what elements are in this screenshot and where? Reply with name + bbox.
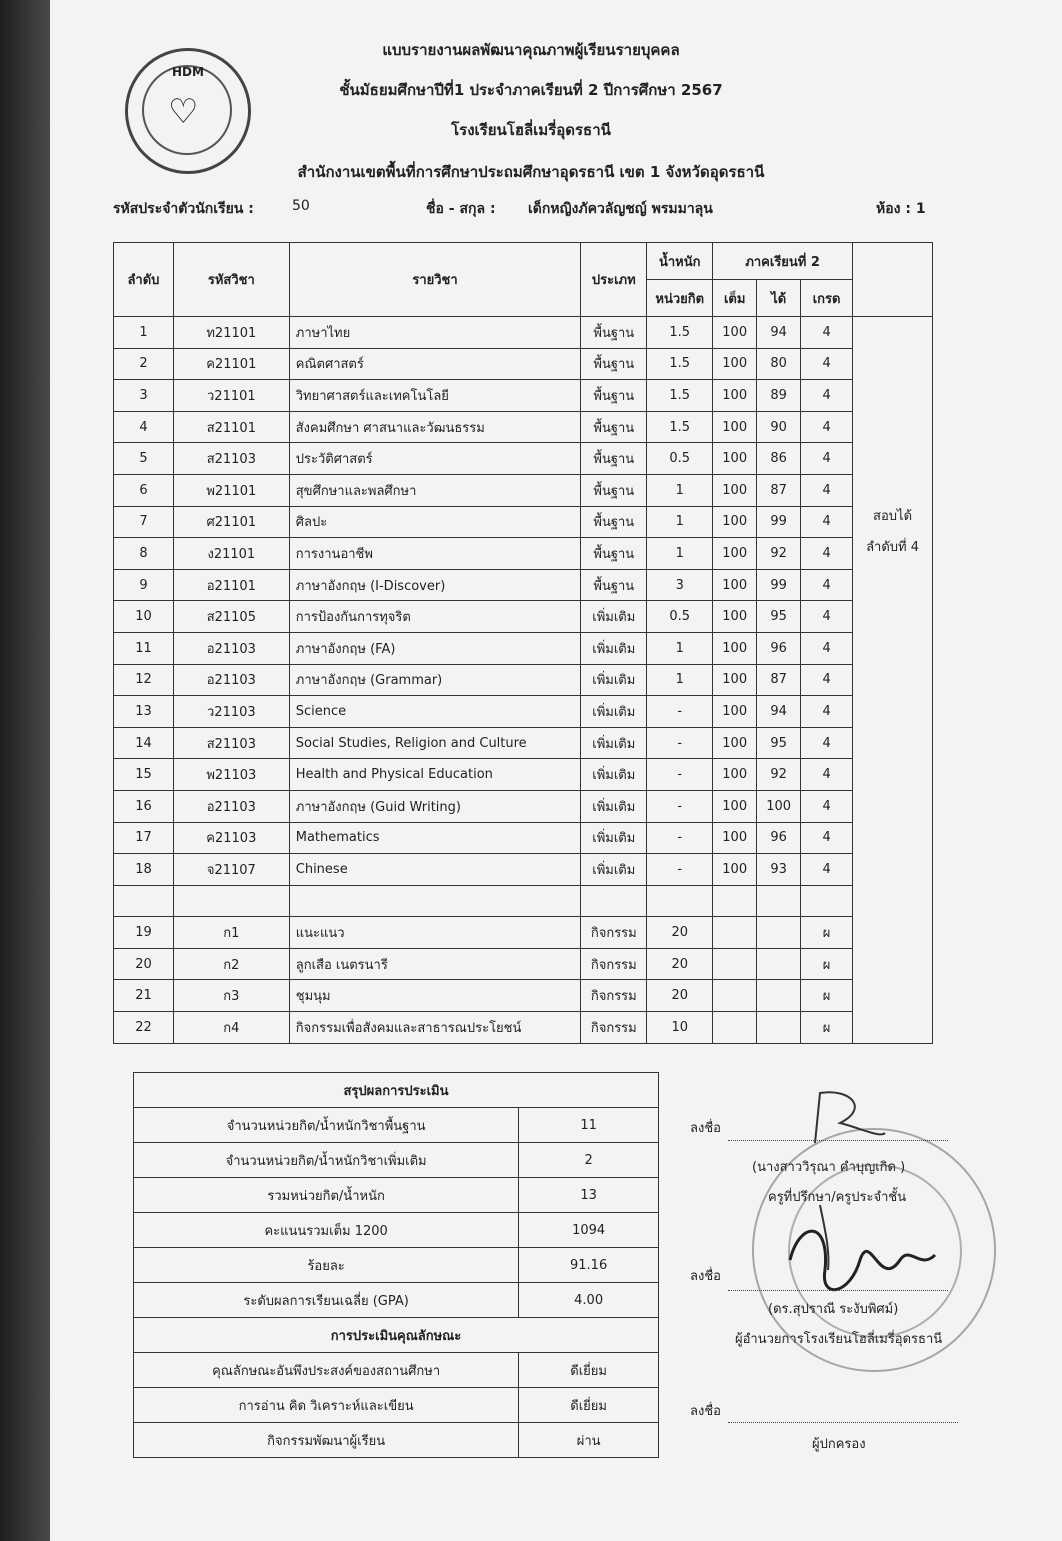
- parent-sign-line: [728, 1422, 958, 1423]
- grade-value: 4: [801, 854, 853, 886]
- table-row: [114, 885, 933, 917]
- table-row: [114, 948, 933, 980]
- char-label: การอ่าน คิด วิเคราะห์และเขียน: [134, 1388, 519, 1423]
- credit-value: 3: [647, 569, 713, 601]
- score-got: 94: [757, 317, 801, 349]
- summary-value: 91.16: [519, 1248, 659, 1283]
- score-got: 87: [757, 474, 801, 506]
- grade-value: [801, 885, 853, 917]
- table-row: [114, 696, 933, 728]
- teacher-role: ครูที่ปรึกษา/ครูประจำชั้น: [768, 1190, 907, 1205]
- full-score: 100: [713, 696, 757, 728]
- subject-name: แนะแนว: [289, 917, 581, 949]
- row-no: 16: [114, 790, 174, 822]
- subject-code: ง21101: [173, 538, 289, 570]
- row-no: [114, 885, 174, 917]
- score-got: 86: [757, 443, 801, 475]
- parent-sign-label: ลงชื่อ: [690, 1404, 721, 1419]
- row-no: 12: [114, 664, 174, 696]
- subject-type: เพิ่มเติม: [581, 790, 647, 822]
- subject-code: ว21101: [173, 380, 289, 412]
- summary-label: รวมหน่วยกิต/น้ำหนัก: [134, 1178, 519, 1213]
- grade-value: 4: [801, 696, 853, 728]
- summary-value: 13: [519, 1178, 659, 1213]
- subject-type: พื้นฐาน: [581, 411, 647, 443]
- subject-type: เพิ่มเติม: [581, 601, 647, 633]
- subject-name: สังคมศึกษา ศาสนาและวัฒนธรรม: [289, 411, 581, 443]
- subject-name: ภาษาอังกฤษ (Guid Writing): [289, 790, 581, 822]
- subject-name: ศิลปะ: [289, 506, 581, 538]
- subject-code: ก3: [173, 980, 289, 1012]
- credit-value: 0.5: [647, 601, 713, 633]
- full-score: [713, 948, 757, 980]
- grade-value: 4: [801, 380, 853, 412]
- score-got: [757, 948, 801, 980]
- summary-value: 11: [519, 1108, 659, 1143]
- subject-type: พื้นฐาน: [581, 443, 647, 475]
- row-no: 21: [114, 980, 174, 1012]
- row-no: 11: [114, 632, 174, 664]
- table-row: [114, 348, 933, 380]
- row-no: 1: [114, 317, 174, 349]
- summary-label: คะแนนรวมเต็ม 1200: [134, 1213, 519, 1248]
- grade-value: 4: [801, 411, 853, 443]
- grade-value: ผ: [801, 948, 853, 980]
- grade-value: 4: [801, 569, 853, 601]
- subject-name: การงานอาชีพ: [289, 538, 581, 570]
- seal-monogram: HDM: [172, 65, 204, 79]
- credit-value: -: [647, 822, 713, 854]
- full-score: [713, 917, 757, 949]
- score-got: 96: [757, 822, 801, 854]
- teacher-sign-label: ลงชื่อ: [690, 1121, 721, 1136]
- director-role: ผู้อำนวยการโรงเรียนโฮลี่เมรี่อุดรธานี: [735, 1332, 943, 1347]
- grade-value: 4: [801, 474, 853, 506]
- row-no: 2: [114, 348, 174, 380]
- col-header-type: ประเภท: [581, 243, 647, 317]
- table-row: [114, 790, 933, 822]
- subject-type: พื้นฐาน: [581, 506, 647, 538]
- subject-name: Mathematics: [289, 822, 581, 854]
- full-score: 100: [713, 601, 757, 633]
- credit-value: -: [647, 696, 713, 728]
- table-row: [114, 917, 933, 949]
- credit-value: 1.5: [647, 411, 713, 443]
- grade-value: 4: [801, 601, 853, 633]
- full-score: 100: [713, 411, 757, 443]
- score-got: [757, 917, 801, 949]
- subject-name: ชุมนุม: [289, 980, 581, 1012]
- col-header-note: [853, 243, 933, 317]
- subject-code: ค21101: [173, 348, 289, 380]
- full-score: 100: [713, 569, 757, 601]
- teacher-signature: [800, 1088, 890, 1148]
- subject-code: พ21103: [173, 759, 289, 791]
- full-score: 100: [713, 790, 757, 822]
- teacher-sign-line: [728, 1140, 948, 1141]
- credit-value: 1: [647, 506, 713, 538]
- table-row: [114, 822, 933, 854]
- char-value: ดีเยี่ยม: [519, 1388, 659, 1423]
- credit-value: 1: [647, 632, 713, 664]
- room-label: ห้อง : 1: [876, 201, 926, 217]
- full-score: 100: [713, 317, 757, 349]
- col-header-semester: ภาคเรียนที่ 2: [713, 243, 853, 280]
- subject-code: ว21103: [173, 696, 289, 728]
- subject-type: พื้นฐาน: [581, 569, 647, 601]
- grade-value: 4: [801, 759, 853, 791]
- grade-value: 4: [801, 790, 853, 822]
- score-got: 92: [757, 538, 801, 570]
- grade-value: 4: [801, 348, 853, 380]
- director-sign-line: [728, 1290, 948, 1291]
- subject-code: อ21103: [173, 790, 289, 822]
- subject-name: ภาษาไทย: [289, 317, 581, 349]
- subject-type: [581, 885, 647, 917]
- credit-value: 1: [647, 664, 713, 696]
- grade-value: 4: [801, 664, 853, 696]
- subject-type: เพิ่มเติม: [581, 822, 647, 854]
- subject-name: Science: [289, 696, 581, 728]
- subject-code: ศ21101: [173, 506, 289, 538]
- table-row: [114, 474, 933, 506]
- score-got: 92: [757, 759, 801, 791]
- table-row: [114, 664, 933, 696]
- table-row: [114, 632, 933, 664]
- subject-code: ก1: [173, 917, 289, 949]
- director-signature: [780, 1200, 940, 1310]
- score-got: 93: [757, 854, 801, 886]
- col-header-weight: น้ำหนัก: [647, 243, 713, 280]
- student-name-label: ชื่อ - สกุล :: [426, 201, 496, 217]
- char-value: ดีเยี่ยม: [519, 1353, 659, 1388]
- heart-emblem-icon: ♡: [168, 92, 199, 132]
- subject-name: สุขศึกษาและพลศึกษา: [289, 474, 581, 506]
- credit-value: 20: [647, 980, 713, 1012]
- subject-name: ลูกเสือ เนตรนารี: [289, 948, 581, 980]
- row-no: 3: [114, 380, 174, 412]
- rank-note-line1: สอบได้: [873, 509, 913, 524]
- rank-note-line2: ลำดับที่ 4: [866, 540, 919, 555]
- subject-type: พื้นฐาน: [581, 380, 647, 412]
- grade-value: 4: [801, 822, 853, 854]
- subject-type: กิจกรรม: [581, 917, 647, 949]
- col-header-full: เต็ม: [713, 280, 757, 317]
- table-row: [114, 380, 933, 412]
- school-seal-logo: [125, 48, 251, 174]
- score-got: 96: [757, 632, 801, 664]
- subject-code: ก4: [173, 1012, 289, 1044]
- summary-label: จำนวนหน่วยกิต/น้ำหนักวิชาเพิ่มเติม: [134, 1143, 519, 1178]
- score-got: 94: [757, 696, 801, 728]
- table-row: [114, 1012, 933, 1044]
- report-title: แบบรายงานผลพัฒนาคุณภาพผู้เรียนรายบุคคล: [382, 41, 680, 59]
- credit-value: -: [647, 790, 713, 822]
- full-score: 100: [713, 822, 757, 854]
- credit-value: 1: [647, 474, 713, 506]
- table-row: [114, 980, 933, 1012]
- full-score: [713, 980, 757, 1012]
- grade-value: 4: [801, 443, 853, 475]
- char-label: คุณลักษณะอันพึงประสงค์ของสถานศึกษา: [134, 1353, 519, 1388]
- grade-value: 4: [801, 317, 853, 349]
- summary-title: สรุปผลการประเมิน: [134, 1073, 659, 1108]
- summary-label: จำนวนหน่วยกิต/น้ำหนักวิชาพื้นฐาน: [134, 1108, 519, 1143]
- subject-name: ภาษาอังกฤษ (Grammar): [289, 664, 581, 696]
- table-row: [114, 759, 933, 791]
- full-score: 100: [713, 854, 757, 886]
- row-no: 9: [114, 569, 174, 601]
- col-header-grade: เกรด: [801, 280, 853, 317]
- subject-type: เพิ่มเติม: [581, 696, 647, 728]
- row-no: 5: [114, 443, 174, 475]
- row-no: 19: [114, 917, 174, 949]
- subject-code: อ21103: [173, 664, 289, 696]
- credit-value: 1.5: [647, 317, 713, 349]
- subject-name: ประวัติศาสตร์: [289, 443, 581, 475]
- subject-name: การป้องกันการทุจริต: [289, 601, 581, 633]
- score-got: 95: [757, 601, 801, 633]
- education-office: สำนักงานเขตพื้นที่การศึกษาประถมศึกษาอุดรธานี เขต 1 จังหวัดอุดรธานี: [297, 163, 765, 181]
- score-got: 87: [757, 664, 801, 696]
- subject-type: เพิ่มเติม: [581, 632, 647, 664]
- subject-type: เพิ่มเติม: [581, 759, 647, 791]
- school-name: โรงเรียนโฮลี่เมรี่อุดรธานี: [451, 121, 611, 139]
- table-row: [114, 569, 933, 601]
- grade-value: ผ: [801, 1012, 853, 1044]
- credit-value: 1.5: [647, 380, 713, 412]
- full-score: 100: [713, 474, 757, 506]
- subject-type: พื้นฐาน: [581, 317, 647, 349]
- credit-value: 10: [647, 1012, 713, 1044]
- summary-value: 2: [519, 1143, 659, 1178]
- subject-code: ค21103: [173, 822, 289, 854]
- subject-code: ส21103: [173, 443, 289, 475]
- score-got: 99: [757, 569, 801, 601]
- grade-value: ผ: [801, 917, 853, 949]
- full-score: 100: [713, 380, 757, 412]
- row-no: 4: [114, 411, 174, 443]
- row-no: 14: [114, 727, 174, 759]
- summary-table: [133, 1072, 659, 1458]
- row-no: 20: [114, 948, 174, 980]
- score-got: 80: [757, 348, 801, 380]
- row-no: 13: [114, 696, 174, 728]
- full-score: 100: [713, 632, 757, 664]
- subject-name: Social Studies, Religion and Culture: [289, 727, 581, 759]
- row-no: 6: [114, 474, 174, 506]
- student-id-label: รหัสประจำตัวนักเรียน :: [113, 201, 254, 217]
- subject-code: ส21103: [173, 727, 289, 759]
- col-header-code: รหัสวิชา: [173, 243, 289, 317]
- student-name-value: เด็กหญิงภัควลัญชญ์ พรมมาลุน: [528, 201, 713, 217]
- row-no: 8: [114, 538, 174, 570]
- subject-name: Health and Physical Education: [289, 759, 581, 791]
- table-row: [114, 411, 933, 443]
- characteristics-title: การประเมินคุณลักษณะ: [134, 1318, 659, 1353]
- subject-type: เพิ่มเติม: [581, 854, 647, 886]
- row-no: 15: [114, 759, 174, 791]
- score-got: 99: [757, 506, 801, 538]
- table-row: [114, 443, 933, 475]
- full-score: 100: [713, 443, 757, 475]
- subject-type: พื้นฐาน: [581, 538, 647, 570]
- subject-name: วิทยาศาสตร์และเทคโนโลยี: [289, 380, 581, 412]
- credit-value: -: [647, 727, 713, 759]
- credit-value: -: [647, 854, 713, 886]
- grade-value: 4: [801, 632, 853, 664]
- grade-value: 4: [801, 538, 853, 570]
- subject-name: Chinese: [289, 854, 581, 886]
- subject-name: ภาษาอังกฤษ (FA): [289, 632, 581, 664]
- full-score: 100: [713, 759, 757, 791]
- summary-label: ระดับผลการเรียนเฉลี่ย (GPA): [134, 1283, 519, 1318]
- subject-name: คณิตศาสตร์: [289, 348, 581, 380]
- subject-name: [289, 885, 581, 917]
- score-got: 95: [757, 727, 801, 759]
- summary-value: 4.00: [519, 1283, 659, 1318]
- grade-value: 4: [801, 727, 853, 759]
- subject-code: อ21101: [173, 569, 289, 601]
- char-value: ผ่าน: [519, 1423, 659, 1458]
- report-subtitle: ชั้นมัธยมศึกษาปีที่1 ประจำภาคเรียนที่ 2 ปีการศึกษา 2567: [339, 81, 723, 99]
- subject-type: พื้นฐาน: [581, 474, 647, 506]
- director-name: (ดร.สุปราณี ระงับพิศม์): [768, 1302, 899, 1317]
- row-no: 22: [114, 1012, 174, 1044]
- subject-code: ส21101: [173, 411, 289, 443]
- table-row: [114, 538, 933, 570]
- subject-code: พ21101: [173, 474, 289, 506]
- subject-type: กิจกรรม: [581, 948, 647, 980]
- table-row: [114, 317, 933, 349]
- subject-type: เพิ่มเติม: [581, 664, 647, 696]
- table-row: [114, 506, 933, 538]
- subject-code: ก2: [173, 948, 289, 980]
- background-edge: [0, 0, 50, 1541]
- subject-code: ท21101: [173, 317, 289, 349]
- credit-value: 1: [647, 538, 713, 570]
- subject-code: ส21105: [173, 601, 289, 633]
- subject-code: จ21107: [173, 854, 289, 886]
- score-got: 90: [757, 411, 801, 443]
- subject-code: [173, 885, 289, 917]
- rank-note: [853, 317, 933, 1044]
- credit-value: 20: [647, 948, 713, 980]
- full-score: [713, 885, 757, 917]
- subject-name: กิจกรรมเพื่อสังคมและสาธารณประโยชน์: [289, 1012, 581, 1044]
- row-no: 7: [114, 506, 174, 538]
- col-header-got: ได้: [757, 280, 801, 317]
- table-row: [114, 727, 933, 759]
- full-score: 100: [713, 348, 757, 380]
- char-label: กิจกรรมพัฒนาผู้เรียน: [134, 1423, 519, 1458]
- director-sign-label: ลงชื่อ: [690, 1269, 721, 1284]
- subject-type: กิจกรรม: [581, 1012, 647, 1044]
- full-score: 100: [713, 506, 757, 538]
- col-header-subject: รายวิชา: [289, 243, 581, 317]
- parent-role: ผู้ปกครอง: [812, 1437, 866, 1452]
- credit-value: 20: [647, 917, 713, 949]
- subject-name: ภาษาอังกฤษ (I-Discover): [289, 569, 581, 601]
- grades-table: [113, 242, 933, 1044]
- full-score: 100: [713, 727, 757, 759]
- score-got: [757, 885, 801, 917]
- summary-value: 1094: [519, 1213, 659, 1248]
- row-no: 17: [114, 822, 174, 854]
- full-score: [713, 1012, 757, 1044]
- row-no: 10: [114, 601, 174, 633]
- row-no: 18: [114, 854, 174, 886]
- credit-value: 1.5: [647, 348, 713, 380]
- score-got: 100: [757, 790, 801, 822]
- subject-type: กิจกรรม: [581, 980, 647, 1012]
- score-got: [757, 980, 801, 1012]
- credit-value: -: [647, 759, 713, 791]
- col-header-no: ลำดับ: [114, 243, 174, 317]
- student-id-value: 50: [292, 198, 310, 214]
- full-score: 100: [713, 664, 757, 696]
- credit-value: 0.5: [647, 443, 713, 475]
- subject-type: เพิ่มเติม: [581, 727, 647, 759]
- table-row: [114, 854, 933, 886]
- grade-value: ผ: [801, 980, 853, 1012]
- teacher-name: (นางสาววิรุณา คำบุญเกิด ): [752, 1160, 906, 1175]
- full-score: 100: [713, 538, 757, 570]
- summary-label: ร้อยละ: [134, 1248, 519, 1283]
- col-header-credit: หน่วยกิต: [647, 280, 713, 317]
- score-got: 89: [757, 380, 801, 412]
- credit-value: [647, 885, 713, 917]
- grade-value: 4: [801, 506, 853, 538]
- score-got: [757, 1012, 801, 1044]
- subject-code: อ21103: [173, 632, 289, 664]
- table-row: [114, 601, 933, 633]
- subject-type: พื้นฐาน: [581, 348, 647, 380]
